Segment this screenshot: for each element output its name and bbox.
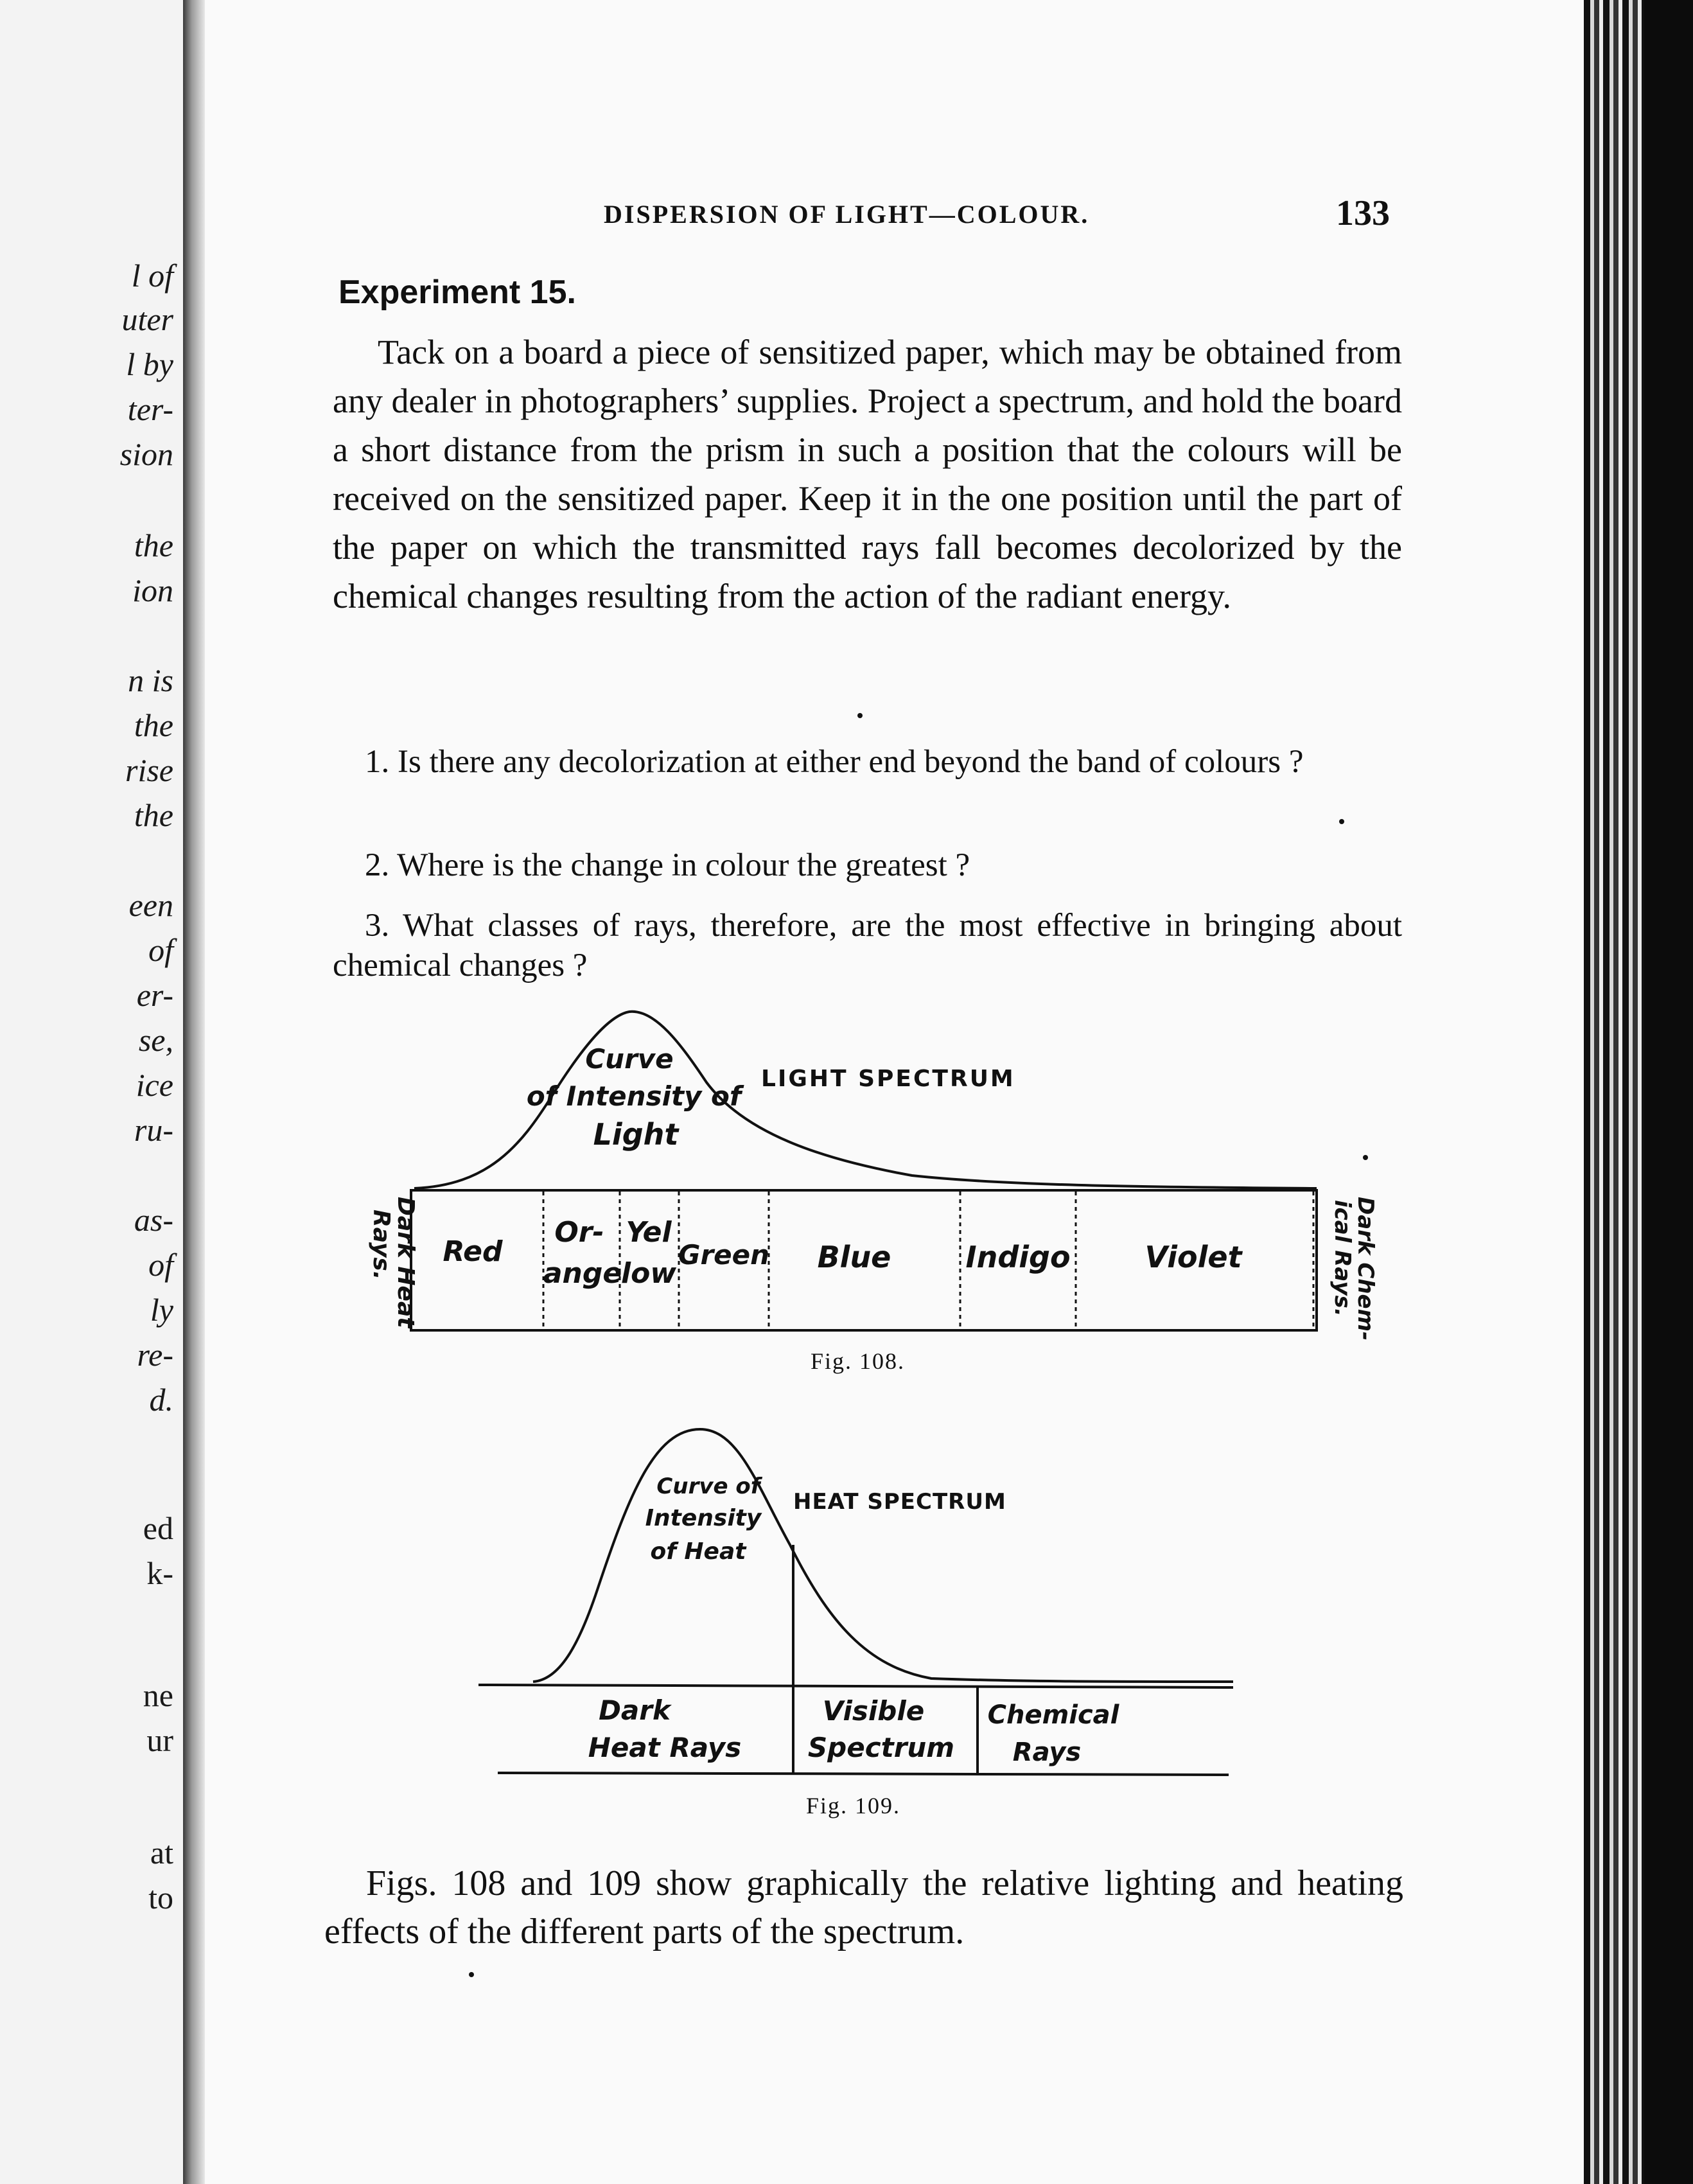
closing-paragraph: Figs. 108 and 109 show graphically the relative lighting and heating effects of the different parts of the spectrum. [324,1863,1403,1951]
facing-page-fragment: d. [149,1382,173,1418]
question-2: 2. Where is the change in colour the greatest ? [365,847,970,883]
left-end-label-2: Rays. [368,1210,394,1280]
band-label-indigo: Indigo [965,1240,1071,1274]
facing-page-fragment: een [128,887,173,923]
facing-page-fragment: to [148,1880,173,1915]
facing-page-fragment: ed [143,1510,173,1546]
print-speck [857,713,863,718]
facing-page-fragment: of [148,1247,173,1283]
heat-spectrum-heading: HEAT SPECTRUM [793,1489,1006,1515]
page-edge-dark [1644,0,1693,2184]
heat-intensity-curve [533,1429,1233,1682]
curve-label-line-1: Curve [585,1043,674,1075]
band-label-violet: Violet [1145,1240,1242,1274]
band-label-yellow-1: Yel [626,1216,672,1249]
print-speck [469,1972,474,1977]
figure-109-caption: Fig. 109. [806,1793,901,1819]
band-label-orange-2: ange [543,1257,622,1290]
question-1: 1. Is there any decolorization at either end beyond the band of colours ? [365,744,1304,780]
heat-curve-label-2: Intensity [645,1505,762,1531]
region-chemical-1: Chemical [987,1700,1119,1730]
region-visible-1: Visible [822,1695,925,1727]
facing-page-fragment: ly [150,1292,173,1328]
curve-label-line-2: of Intensity of [526,1080,742,1112]
band-label-orange-1: Or- [554,1216,604,1249]
facing-page-fragment: ion [132,572,173,608]
facing-page-fragment: of [148,932,173,968]
heat-curve-label-3: of Heat [650,1538,746,1565]
figure-109-heat-spectrum [469,1416,1259,1789]
print-speck [1339,819,1344,824]
facing-page-fragment: re- [137,1337,173,1373]
experiment-body: Tack on a board a piece of sensitized paper, which may be obtained from any dealer in photographers’ supplies. Project a spectrum, and hold the board a short distance from the prism in such a position that the colours will be received on the sensitized paper. Keep it in the one position until the part of the paper on which the transmitted rays fall becomes decolorized by the chemical changes resulting from the action of the radiant energy. [333,333,1403,615]
band-label-green: Green [678,1239,770,1271]
facing-page-fragment: k- [146,1555,173,1591]
figure-108-caption: Fig. 108. [811,1348,906,1374]
facing-page-fragment: sion [119,436,173,472]
facing-page-fragment: as- [134,1202,173,1238]
facing-page-fragment: at [150,1835,173,1871]
facing-page-fragment: n is [128,662,173,698]
facing-page-fragment: ice [136,1067,173,1103]
lower-baseline [498,1773,1229,1775]
experiment-title: Experiment 15. [338,274,576,311]
upper-baseline [478,1685,1233,1687]
facing-page-fragment: se, [138,1022,173,1058]
band-label-yellow-2: low [621,1257,676,1290]
band-label-blue: Blue [817,1240,891,1274]
right-end-label-2: ical Rays. [1329,1200,1355,1317]
region-dark-heat-2: Heat Rays [588,1732,742,1763]
left-end-label-1: Dark Heat [392,1197,419,1328]
question-3: 3. What classes of rays, therefore, are the most effective in bringing about chemical changes ? [333,908,1402,983]
facing-page-fragment: the [134,527,173,563]
region-dark-heat-1: Dark [599,1695,671,1726]
facing-page-fragment: l by [126,346,173,382]
facing-page-fragment: rise [125,752,173,788]
facing-page-fragment: uter [121,301,173,337]
right-end-label-1: Dark Chem- [1353,1197,1378,1341]
figure-108-light-spectrum [360,992,1378,1352]
heat-curve-label-1: Curve of [656,1474,760,1499]
book-gutter [183,0,205,2184]
page-number: 133 [1336,193,1390,233]
running-title: DISPERSION OF LIGHT—COLOUR. [604,200,1090,229]
facing-page-fragment: er- [136,977,173,1013]
facing-page-fragment: ur [146,1722,173,1758]
region-chemical-2: Rays [1012,1738,1082,1767]
band-label-red: Red [443,1235,503,1268]
facing-page-fragment: the [134,707,173,743]
facing-page-fragment: ter- [127,391,173,427]
facing-page-fragment: l of [131,258,173,294]
facing-page-fragment: ru- [134,1112,173,1148]
print-speck [1363,1155,1368,1160]
region-visible-2: Spectrum [807,1732,955,1763]
facing-page-fragment: ne [143,1677,173,1713]
curve-label-line-3: Light [593,1117,679,1152]
facing-page-fragment: the [134,797,173,833]
light-spectrum-heading: LIGHT SPECTRUM [761,1066,1015,1092]
